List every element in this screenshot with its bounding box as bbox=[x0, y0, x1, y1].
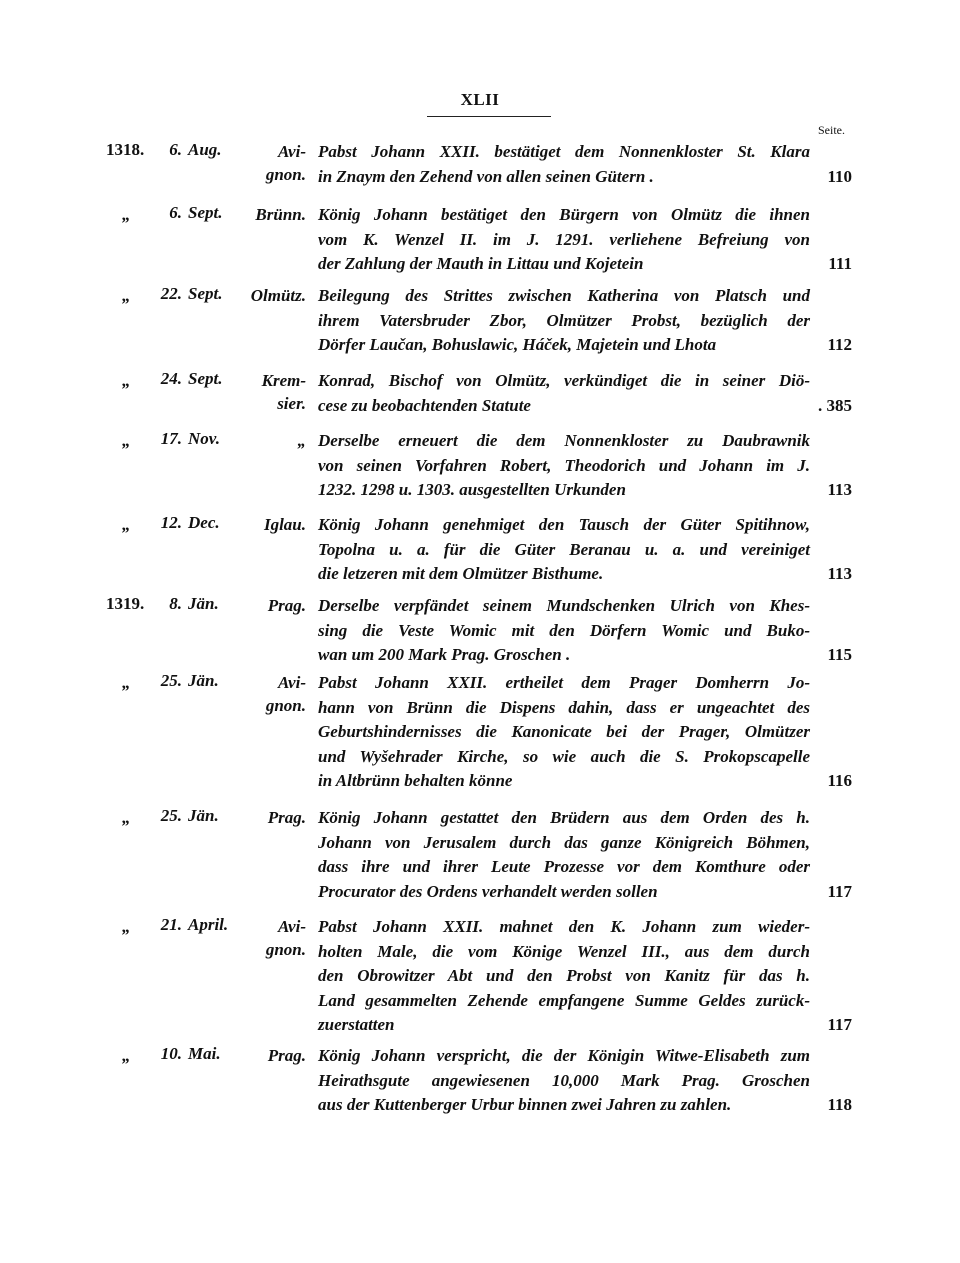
entry-text-line: hann von Brünn die Dispens dahin, dass er ungeachtet des bbox=[318, 697, 810, 717]
entry-text-line: aus der Kuttenberger Urbur binnen zwei Jahren zu zahlen. bbox=[318, 1095, 732, 1114]
entry-day: 25. bbox=[160, 806, 182, 825]
entry-text-line: 1232. 1298 u. 1303. ausgestellten Urkunden bbox=[318, 480, 626, 499]
entry-place bbox=[240, 915, 306, 961]
entry-day: 25. bbox=[160, 671, 182, 690]
entry-month: Dec. bbox=[188, 513, 220, 532]
entry-page-reference: 115 bbox=[827, 645, 852, 664]
entry-month: Sept. bbox=[188, 284, 223, 303]
entry-text bbox=[318, 369, 810, 418]
entry-day: 17. bbox=[160, 429, 182, 448]
entry-page-reference: 117 bbox=[827, 1015, 852, 1034]
entry-month: Aug. bbox=[188, 140, 222, 159]
entry-text-line: ihrem Vatersbruder Zbor, Olmützer Probst, bezüglich der bbox=[318, 310, 810, 330]
entry-text-line: Pabst Johann XXII. bestätiget dem Nonnenkloster St. Klara bbox=[318, 142, 810, 161]
entry-text-line: Dörfer Laučan, Bohuslawic, Háček, Majetein und Lhota bbox=[318, 335, 717, 354]
entry-ditto-mark: „ bbox=[122, 205, 131, 224]
entry-text-line: König Johann genehmiget den Tausch der Güter Spitihnow, bbox=[318, 515, 810, 534]
entry-text bbox=[318, 429, 810, 503]
entry-text-line: die letzeren mit dem Olmützer Bisthume. bbox=[318, 564, 604, 583]
entry-text bbox=[318, 1044, 810, 1118]
entry-place-line: Prag. bbox=[267, 808, 306, 827]
entry-place bbox=[240, 429, 306, 452]
entry-place bbox=[240, 203, 306, 226]
entry-page-reference: 111 bbox=[828, 254, 852, 273]
entry-page-reference: . 385 bbox=[818, 395, 852, 415]
entry-day: 6. bbox=[169, 140, 182, 159]
entry-day: 21. bbox=[160, 915, 182, 934]
entry-text-line: Konrad, Bischof von Olmütz, verkündiget die in seiner Diö- bbox=[318, 371, 810, 390]
entry-page-reference: 112 bbox=[827, 335, 852, 354]
entry-text bbox=[318, 915, 810, 1038]
entry-place bbox=[240, 140, 306, 186]
entry-text bbox=[318, 806, 810, 904]
entry-text-line: von seinen Vorfahren Robert, Theodorich und Johann im J. bbox=[318, 455, 810, 475]
entry-text-line: dass ihre und ihrer Leute Prozesse vor dem Komthure oder bbox=[318, 857, 810, 876]
entry-ditto-mark: „ bbox=[122, 515, 131, 534]
entry-text-line: zuerstatten bbox=[318, 1015, 395, 1034]
entry-text bbox=[318, 671, 810, 794]
entry-text-line: holten Male, die vom Könige Wenzel III., aus dem durch bbox=[318, 941, 810, 961]
entry-text bbox=[318, 140, 810, 189]
entry-page-reference: 113 bbox=[827, 564, 852, 583]
entry-place-line: Olmütz. bbox=[250, 286, 306, 305]
entry-day: 22. bbox=[160, 284, 182, 303]
entry-ditto-mark: „ bbox=[122, 431, 131, 450]
entry-text bbox=[318, 513, 810, 587]
entry-place bbox=[240, 1044, 306, 1067]
entry-text-line: cese zu beobachtenden Statute bbox=[318, 395, 531, 415]
entry-place-line: Avi- bbox=[277, 917, 306, 936]
entry-ditto-mark: „ bbox=[122, 917, 131, 936]
entry-place bbox=[240, 594, 306, 617]
entry-year: 1318. bbox=[106, 140, 145, 159]
entry-place-line: gnon. bbox=[265, 165, 306, 184]
entry-month: Sept. bbox=[188, 203, 223, 222]
entry-text-line: sing die Veste Womic mit den Dörfern Womic und Buko- bbox=[318, 620, 810, 640]
entry-text-line: Procurator des Ordens verhandelt werden sollen bbox=[318, 881, 658, 901]
entry-page-reference: 110 bbox=[827, 166, 852, 186]
entry-day: 12. bbox=[160, 513, 182, 532]
entry-ditto-mark: „ bbox=[122, 371, 131, 390]
entry-place-line: gnon. bbox=[265, 696, 306, 715]
entry-place-line: Brünn. bbox=[255, 205, 306, 224]
entry-month: April. bbox=[188, 915, 229, 934]
entry-text-line: Pabst Johann XXII. ertheilet dem Prager Domherrn Jo- bbox=[318, 673, 810, 692]
entry-month: Nov. bbox=[188, 429, 220, 448]
page-column-heading: Seite. bbox=[818, 123, 845, 137]
entry-day: 6. bbox=[169, 203, 182, 222]
entry-text-line: in Altbrünn behalten könne bbox=[318, 771, 513, 790]
entry-place-line: gnon. bbox=[265, 940, 306, 959]
entry-text-line: Pabst Johann XXII. mahnet den K. Johann zum wieder- bbox=[318, 917, 810, 936]
entry-text-line: Johann von Jerusalem durch das ganze Königreich Böhmen, bbox=[318, 832, 810, 852]
entry-place-line: sier. bbox=[277, 394, 306, 413]
entry-place bbox=[240, 671, 306, 717]
entry-year: 1319. bbox=[106, 594, 145, 613]
entry-day: 8. bbox=[169, 594, 182, 613]
entry-place-line: Prag. bbox=[267, 1046, 306, 1065]
entry-text-line: Derselbe erneuert die dem Nonnenkloster zu Daubrawnik bbox=[318, 431, 810, 450]
entry-ditto-mark: „ bbox=[122, 1046, 131, 1065]
entry-month: Jän. bbox=[188, 594, 219, 613]
entry-page-reference: 117 bbox=[827, 881, 852, 901]
entry-text bbox=[318, 594, 810, 668]
entry-place bbox=[240, 284, 306, 307]
entry-place-line: Avi- bbox=[277, 142, 306, 161]
entry-text-line: der Zahlung der Mauth in Littau und Kojetein bbox=[318, 254, 644, 273]
entry-month: Jän. bbox=[188, 806, 219, 825]
entry-text-line: Geburtshindernisses die Kanonicate bei der Prager, Olmützer bbox=[318, 722, 810, 741]
page-number: XLII bbox=[460, 90, 500, 109]
entry-ditto-mark: „ bbox=[122, 673, 131, 692]
entry-ditto-mark: „ bbox=[122, 286, 131, 305]
entry-month: Mai. bbox=[188, 1044, 221, 1063]
entry-place-line: Krem- bbox=[261, 371, 306, 390]
entry-text bbox=[318, 203, 810, 277]
entry-page-reference: 116 bbox=[827, 771, 852, 790]
entry-text-line: den Obrowitzer Abt und den Probst von Kanitz für das h. bbox=[318, 966, 810, 985]
entry-text-line: und Wyšehrader Kirche, so wie auch die S. Prokopscapelle bbox=[318, 746, 810, 766]
entry-place bbox=[240, 513, 306, 536]
entry-ditto-mark: „ bbox=[122, 808, 131, 827]
entry-text-line: wan um 200 Mark Prag. Groschen . bbox=[318, 645, 571, 664]
entry-text-line: vom K. Wenzel II. im J. 1291. verliehene Befreiung von bbox=[318, 229, 810, 249]
entry-page-reference: 113 bbox=[827, 480, 852, 499]
entry-place-line: „ bbox=[297, 431, 306, 450]
entry-day: 10. bbox=[160, 1044, 182, 1063]
entry-place-line: Iglau. bbox=[263, 515, 306, 534]
entry-month: Sept. bbox=[188, 369, 223, 388]
entry-text-line: Beilegung des Strittes zwischen Katherina von Platsch und bbox=[318, 286, 810, 305]
entry-text-line: König Johann bestätiget den Bürgern von Olmütz die ihnen bbox=[318, 205, 810, 224]
entry-text bbox=[318, 284, 810, 358]
entry-place bbox=[240, 806, 306, 829]
entry-text-line: Land gesammelten Zehende empfangene Summe Geldes zurück- bbox=[318, 990, 810, 1010]
entry-day: 24. bbox=[160, 369, 182, 388]
entry-page-reference: 118 bbox=[827, 1095, 852, 1114]
entry-text-line: König Johann verspricht, die der Königin Witwe-Elisabeth zum bbox=[318, 1046, 810, 1065]
entry-text-line: Topolna u. a. für die Güter Beranau u. a. und vereiniget bbox=[318, 539, 810, 559]
entry-text-line: Heirathsgute angewiesenen 10,000 Mark Prag. Groschen bbox=[318, 1070, 810, 1090]
entry-text-line: in Znaym den Zehend von allen seinen Gütern . bbox=[318, 166, 654, 186]
entry-place bbox=[240, 369, 306, 415]
entry-place-line: Avi- bbox=[277, 673, 306, 692]
entry-text-line: Derselbe verpfändet seinem Mundschenken Ulrich von Khes- bbox=[318, 596, 810, 615]
header-rule bbox=[427, 116, 551, 117]
entry-month: Jän. bbox=[188, 671, 219, 690]
entry-place-line: Prag. bbox=[267, 596, 306, 615]
entry-text-line: König Johann gestattet den Brüdern aus dem Orden des h. bbox=[318, 808, 810, 827]
